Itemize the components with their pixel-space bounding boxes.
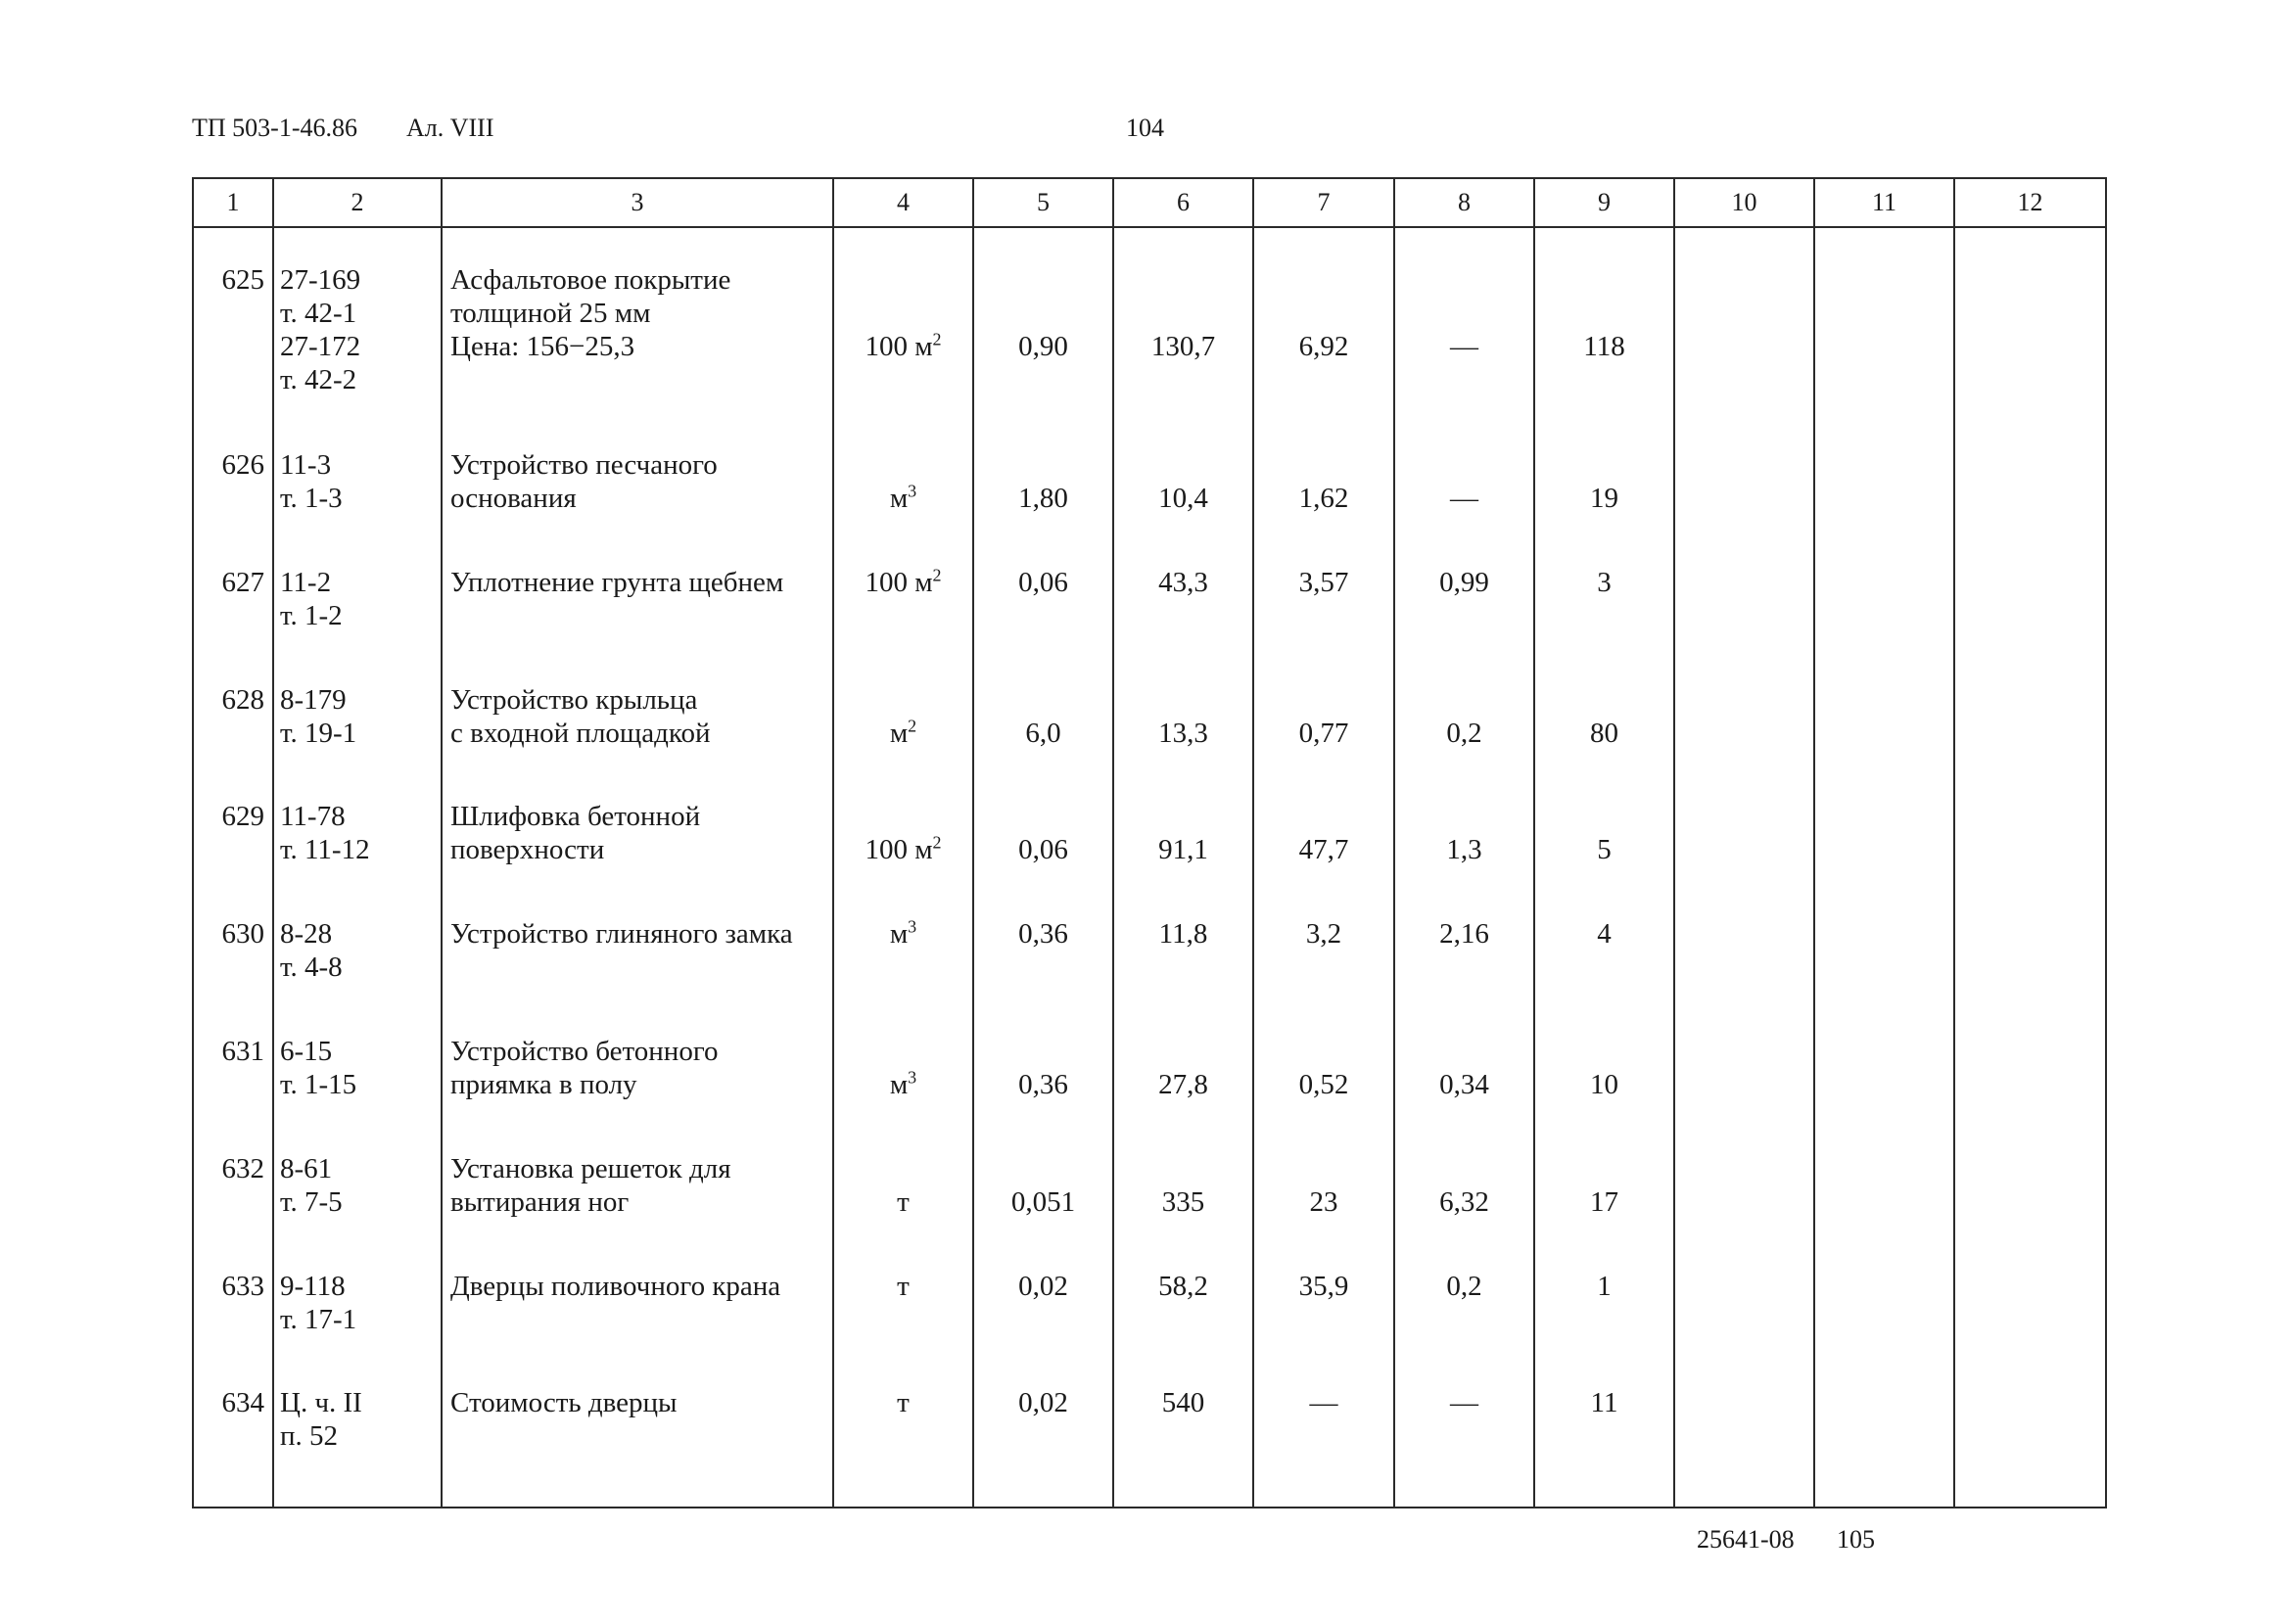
cell-value: 130,7 — [1150, 331, 1216, 363]
unit-value: 100 м — [865, 331, 933, 363]
value-cell-9 — [1534, 429, 1674, 546]
empty-cell-10 — [1674, 1133, 1814, 1250]
norm-code-cell — [273, 898, 442, 1015]
norm-code-cell — [273, 429, 442, 546]
work-description-cell — [442, 1367, 833, 1508]
cell-value: 118 — [1583, 331, 1625, 363]
row-number: 626 — [221, 448, 264, 481]
work-description-line: Дверцы поливочного крана — [450, 1270, 781, 1302]
empty-cell-11 — [1814, 1015, 1954, 1133]
column-header-6: 6 — [1113, 178, 1253, 227]
unit-cell — [833, 1015, 973, 1133]
work-description-line: Асфальтовое покрытие — [450, 264, 731, 297]
unit-cell — [833, 1367, 973, 1508]
unit-cell — [833, 780, 973, 898]
column-header-8: 8 — [1394, 178, 1534, 227]
cell-value: 10 — [1590, 1069, 1618, 1100]
estimate-table — [192, 177, 2107, 1508]
cell-value: 0,2 — [1446, 717, 1482, 749]
value-cell-5 — [973, 1015, 1113, 1133]
empty-cell-10 — [1674, 1367, 1814, 1508]
value-cell-8 — [1394, 898, 1534, 1015]
table-row — [193, 898, 2106, 1015]
norm-code-line: т. 42-2 — [280, 364, 357, 396]
norm-code-cell — [273, 664, 442, 781]
column-header-1: 1 — [193, 178, 273, 227]
work-description-line: Шлифовка бетонной — [450, 801, 701, 833]
table-row — [193, 664, 2106, 781]
table-row — [193, 1015, 2106, 1133]
value-cell-5 — [973, 780, 1113, 898]
cell-value: 2,16 — [1439, 918, 1489, 951]
norm-code-line: п. 52 — [280, 1420, 339, 1453]
value-cell-9 — [1534, 664, 1674, 781]
empty-cell-11 — [1814, 1133, 1954, 1250]
value-cell-7 — [1253, 664, 1394, 781]
work-description-line: основания — [450, 482, 577, 514]
norm-code-line: Ц. ч. II — [280, 1387, 362, 1419]
empty-cell-10 — [1674, 1015, 1814, 1133]
value-cell-8 — [1394, 780, 1534, 898]
table-row — [193, 546, 2106, 664]
empty-cell-10 — [1674, 429, 1814, 546]
norm-code-line: т. 11-12 — [280, 834, 370, 866]
unit-exponent: 2 — [932, 329, 942, 349]
row-number: 631 — [221, 1036, 264, 1067]
column-number-row — [193, 178, 2106, 227]
cell-value: — — [1309, 1387, 1338, 1419]
norm-code-line: т. 7-5 — [280, 1185, 343, 1218]
column-header-9: 9 — [1534, 178, 1674, 227]
cell-value: 6,32 — [1439, 1185, 1489, 1218]
cell-value: 1 — [1597, 1270, 1612, 1302]
empty-cell-12 — [1954, 1015, 2106, 1133]
norm-code-line: 8-179 — [280, 683, 347, 716]
cell-value: 0,90 — [1018, 331, 1068, 363]
work-description-cell — [442, 429, 833, 546]
unit-exponent: 3 — [908, 481, 917, 501]
cell-value: 35,9 — [1298, 1270, 1349, 1302]
work-description-line: поверхности — [450, 834, 605, 866]
value-cell-7 — [1253, 1015, 1394, 1133]
empty-cell-10 — [1674, 898, 1814, 1015]
work-description-line: Устройство бетонного — [450, 1036, 719, 1067]
unit-cell — [833, 429, 973, 546]
work-description-cell — [442, 1133, 833, 1250]
cell-value: 17 — [1590, 1185, 1618, 1218]
unit-value: м — [889, 717, 909, 749]
value-cell-9 — [1534, 244, 1674, 428]
row-number: 629 — [221, 801, 264, 833]
unit-value: т — [897, 1387, 910, 1419]
work-description-line: толщиной 25 мм — [450, 298, 651, 330]
album-number: Ал. VIII — [406, 114, 494, 142]
norm-code-line: т. 1-2 — [280, 599, 343, 631]
work-description-line: Установка решеток для — [450, 1152, 731, 1184]
cell-value: 1,80 — [1018, 482, 1068, 514]
empty-cell-11 — [1814, 244, 1954, 428]
row-number-cell — [193, 1367, 273, 1508]
cell-value: 47,7 — [1298, 834, 1349, 866]
norm-code-line: т. 4-8 — [280, 951, 343, 984]
table-row — [193, 429, 2106, 546]
row-number: 625 — [221, 264, 264, 297]
cell-value: 11,8 — [1158, 918, 1208, 951]
norm-code-line: 27-169 — [280, 264, 361, 297]
norm-code-cell — [273, 780, 442, 898]
cell-value: — — [1450, 331, 1478, 363]
value-cell-5 — [973, 664, 1113, 781]
value-cell-8 — [1394, 1133, 1534, 1250]
column-header-10: 10 — [1674, 178, 1814, 227]
value-cell-8 — [1394, 429, 1534, 546]
cell-value: 11 — [1590, 1387, 1618, 1419]
unit-value: м — [889, 1069, 909, 1100]
value-cell-5 — [973, 898, 1113, 1015]
cell-value: 0,36 — [1018, 1069, 1068, 1100]
norm-code-cell — [273, 1250, 442, 1368]
value-cell-5 — [973, 1367, 1113, 1508]
document-code: ТП 503-1-46.86 — [192, 114, 357, 142]
value-cell-7 — [1253, 1367, 1394, 1508]
value-cell-6 — [1113, 1250, 1253, 1368]
norm-code-line: 9-118 — [280, 1270, 346, 1302]
unit-exponent: 3 — [908, 1067, 917, 1088]
unit-cell — [833, 1250, 973, 1368]
work-description-line: приямка в полу — [450, 1069, 637, 1100]
table-row — [193, 244, 2106, 428]
empty-cell-11 — [1814, 546, 1954, 664]
cell-value: 0,02 — [1018, 1387, 1068, 1419]
cell-value: 80 — [1590, 717, 1618, 749]
row-number-cell — [193, 664, 273, 781]
value-cell-5 — [973, 1250, 1113, 1368]
cell-value: — — [1450, 1387, 1478, 1419]
row-number: 628 — [221, 683, 264, 716]
row-number: 633 — [221, 1270, 264, 1302]
value-cell-6 — [1113, 664, 1253, 781]
norm-code-line: т. 17-1 — [280, 1303, 357, 1335]
value-cell-7 — [1253, 780, 1394, 898]
table-row — [193, 1250, 2106, 1368]
cell-value: 3 — [1597, 566, 1612, 598]
value-cell-6 — [1113, 244, 1253, 428]
work-description-cell — [442, 1015, 833, 1133]
row-number-cell — [193, 1015, 273, 1133]
empty-cell-10 — [1674, 664, 1814, 781]
empty-cell-12 — [1954, 664, 2106, 781]
cell-value: 10,4 — [1158, 482, 1208, 514]
row-number: 627 — [221, 566, 264, 598]
value-cell-8 — [1394, 546, 1534, 664]
row-number: 632 — [221, 1152, 264, 1184]
cell-value: 0,02 — [1018, 1270, 1068, 1302]
norm-code-line: 6-15 — [280, 1036, 333, 1067]
cell-value: 5 — [1597, 834, 1612, 866]
row-number-cell — [193, 244, 273, 428]
value-cell-7 — [1253, 546, 1394, 664]
empty-cell-12 — [1954, 429, 2106, 546]
unit-exponent: 2 — [932, 832, 942, 853]
value-cell-8 — [1394, 1015, 1534, 1133]
cell-value: 4 — [1597, 918, 1612, 951]
page-number: 104 — [1126, 114, 1164, 142]
cell-value: 540 — [1161, 1387, 1205, 1419]
work-description-cell — [442, 244, 833, 428]
unit-value: т — [897, 1270, 910, 1302]
work-description-line: вытирания ног — [450, 1185, 630, 1218]
work-description-cell — [442, 898, 833, 1015]
unit-exponent: 3 — [908, 916, 917, 937]
value-cell-7 — [1253, 1133, 1394, 1250]
empty-cell-12 — [1954, 1250, 2106, 1368]
norm-code-line: 8-61 — [280, 1152, 333, 1184]
table-row — [193, 1133, 2106, 1250]
value-cell-9 — [1534, 780, 1674, 898]
cell-value: 0,34 — [1439, 1069, 1489, 1100]
cell-value: 23 — [1309, 1185, 1338, 1218]
row-number-cell — [193, 546, 273, 664]
cell-value: 0,051 — [1010, 1185, 1076, 1218]
work-description-line: с входной площадкой — [450, 717, 711, 749]
norm-code-line: 11-2 — [280, 566, 332, 598]
value-cell-6 — [1113, 1015, 1253, 1133]
unit-value: м — [889, 482, 909, 514]
value-cell-8 — [1394, 664, 1534, 781]
value-cell-8 — [1394, 1250, 1534, 1368]
norm-code-line: т. 42-1 — [280, 298, 357, 330]
empty-cell-12 — [1954, 1367, 2106, 1508]
value-cell-6 — [1113, 429, 1253, 546]
cell-value: 27,8 — [1158, 1069, 1208, 1100]
work-description-line: Устройство песчаного — [450, 448, 718, 481]
value-cell-5 — [973, 244, 1113, 428]
row-number-cell — [193, 429, 273, 546]
unit-cell — [833, 664, 973, 781]
cell-value: 1,3 — [1446, 834, 1482, 866]
cell-value: 0,2 — [1446, 1270, 1482, 1302]
value-cell-6 — [1113, 1367, 1253, 1508]
norm-code-cell — [273, 1015, 442, 1133]
empty-cell-10 — [1674, 1250, 1814, 1368]
norm-code-line: 11-3 — [280, 448, 332, 481]
cell-value: 6,92 — [1298, 331, 1349, 363]
row-number-cell — [193, 780, 273, 898]
row-number: 630 — [221, 918, 264, 951]
cell-value: 0,77 — [1298, 717, 1349, 749]
value-cell-5 — [973, 429, 1113, 546]
unit-cell — [833, 244, 973, 428]
work-description-line: Цена: 156−25,3 — [450, 331, 635, 363]
work-description-line: Устройство крыльца — [450, 683, 698, 716]
footer-page-number: 105 — [1837, 1525, 1875, 1554]
value-cell-8 — [1394, 1367, 1534, 1508]
cell-value: 6,0 — [1025, 717, 1061, 749]
value-cell-8 — [1394, 244, 1534, 428]
norm-code-line: т. 19-1 — [280, 717, 357, 749]
work-description-cell — [442, 546, 833, 664]
value-cell-9 — [1534, 1250, 1674, 1368]
cell-value: 91,1 — [1158, 834, 1208, 866]
unit-value: 100 м — [865, 834, 933, 866]
work-description-cell — [442, 1250, 833, 1368]
norm-code-cell — [273, 1133, 442, 1250]
norm-code-line: т. 1-15 — [280, 1069, 357, 1100]
unit-cell — [833, 898, 973, 1015]
cell-value: — — [1450, 482, 1478, 514]
empty-cell-11 — [1814, 1250, 1954, 1368]
cell-value: 43,3 — [1158, 566, 1208, 598]
column-header-5: 5 — [973, 178, 1113, 227]
unit-cell — [833, 1133, 973, 1250]
value-cell-9 — [1534, 546, 1674, 664]
unit-exponent: 2 — [908, 715, 917, 735]
value-cell-6 — [1113, 1133, 1253, 1250]
table-row — [193, 1367, 2106, 1508]
cell-value: 335 — [1161, 1185, 1205, 1218]
empty-cell-10 — [1674, 244, 1814, 428]
norm-code-cell — [273, 546, 442, 664]
empty-cell-11 — [1814, 429, 1954, 546]
value-cell-7 — [1253, 898, 1394, 1015]
value-cell-9 — [1534, 1367, 1674, 1508]
value-cell-5 — [973, 1133, 1113, 1250]
work-description-line: Уплотнение грунта щебнем — [450, 566, 784, 598]
empty-cell-11 — [1814, 664, 1954, 781]
cell-value: 0,36 — [1018, 918, 1068, 951]
value-cell-6 — [1113, 546, 1253, 664]
empty-cell-11 — [1814, 1367, 1954, 1508]
norm-code-cell — [273, 244, 442, 428]
cell-value: 3,57 — [1298, 566, 1349, 598]
value-cell-6 — [1113, 898, 1253, 1015]
empty-cell-10 — [1674, 546, 1814, 664]
cell-value: 3,2 — [1305, 918, 1342, 951]
norm-code-cell — [273, 1367, 442, 1508]
cell-value: 13,3 — [1158, 717, 1208, 749]
work-description-line: Стоимость дверцы — [450, 1387, 678, 1419]
row-number-cell — [193, 1133, 273, 1250]
value-cell-9 — [1534, 1133, 1674, 1250]
work-description-line: Устройство глиняного замка — [450, 918, 793, 951]
cell-value: 0,52 — [1298, 1069, 1349, 1100]
value-cell-6 — [1113, 780, 1253, 898]
value-cell-7 — [1253, 429, 1394, 546]
cell-value: 0,06 — [1018, 566, 1068, 598]
empty-cell-12 — [1954, 1133, 2106, 1250]
work-description-cell — [442, 780, 833, 898]
value-cell-5 — [973, 546, 1113, 664]
table-row — [193, 780, 2106, 898]
column-header-11: 11 — [1814, 178, 1954, 227]
table-body — [193, 227, 2106, 1508]
norm-code-line: 27-172 — [280, 331, 361, 363]
value-cell-9 — [1534, 1015, 1674, 1133]
column-header-7: 7 — [1253, 178, 1394, 227]
column-header-3: 3 — [442, 178, 833, 227]
row-number-cell — [193, 898, 273, 1015]
cell-value: 58,2 — [1158, 1270, 1208, 1302]
empty-cell-12 — [1954, 546, 2106, 664]
column-header-2: 2 — [273, 178, 442, 227]
row-number: 634 — [221, 1387, 264, 1419]
norm-code-line: 8-28 — [280, 918, 333, 951]
value-cell-9 — [1534, 898, 1674, 1015]
unit-cell — [833, 546, 973, 664]
empty-cell-11 — [1814, 898, 1954, 1015]
cell-value: 0,99 — [1439, 566, 1489, 598]
norm-code-line: 11-78 — [280, 801, 346, 833]
empty-cell-11 — [1814, 780, 1954, 898]
norm-code-line: т. 1-3 — [280, 482, 343, 514]
column-header-4: 4 — [833, 178, 973, 227]
empty-cell-12 — [1954, 898, 2106, 1015]
unit-value: 100 м — [865, 566, 933, 598]
cell-value: 0,06 — [1018, 834, 1068, 866]
unit-value: м — [889, 918, 909, 951]
value-cell-7 — [1253, 1250, 1394, 1368]
work-description-cell — [442, 664, 833, 781]
cell-value: 19 — [1590, 482, 1618, 514]
column-header-12: 12 — [1954, 178, 2106, 227]
empty-cell-10 — [1674, 780, 1814, 898]
value-cell-7 — [1253, 244, 1394, 428]
footer-code: 25641-08 — [1697, 1525, 1795, 1554]
empty-cell-12 — [1954, 244, 2106, 428]
cell-value: 1,62 — [1298, 482, 1349, 514]
empty-cell-12 — [1954, 780, 2106, 898]
unit-exponent: 2 — [932, 565, 942, 585]
spacer-row — [193, 227, 2106, 244]
row-number-cell — [193, 1250, 273, 1368]
unit-value: т — [897, 1185, 910, 1218]
